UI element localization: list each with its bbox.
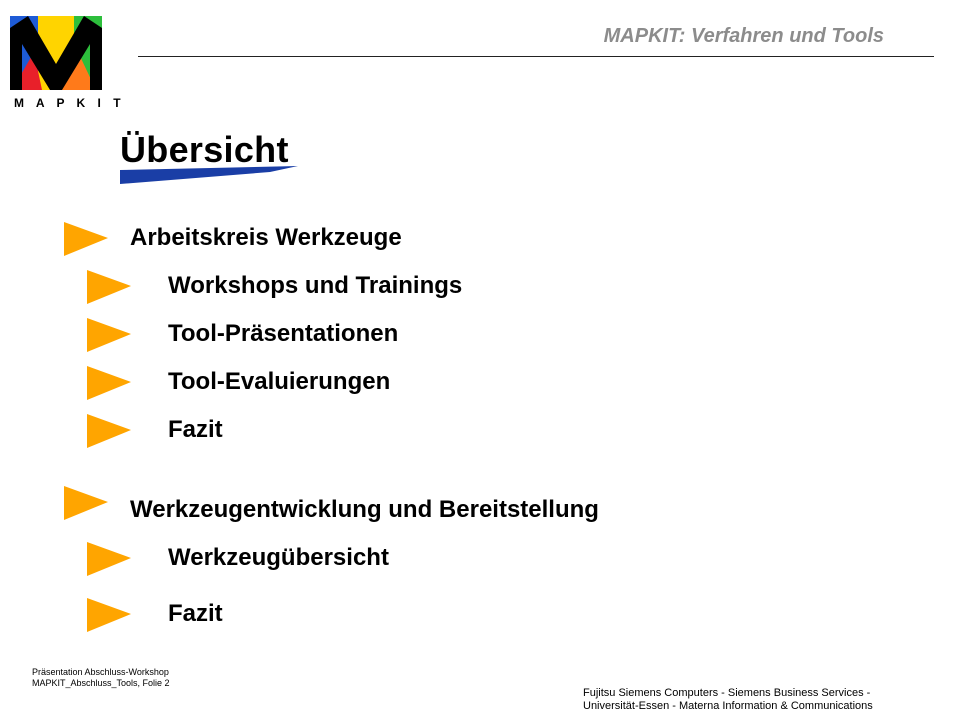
bullet-arrow-icon [64, 222, 108, 258]
header-title: MAPKIT: Verfahren und Tools [603, 25, 884, 47]
footer-partners-line1: Fujitsu Siemens Computers - Siemens Business Services - [583, 687, 871, 699]
bullet-arrow-icon [87, 414, 131, 450]
footer-file-name: MAPKIT_Abschluss_Tools, Folie 2 [32, 678, 170, 688]
bullet-arrow-icon [87, 318, 131, 354]
slide-title: Übersicht [120, 129, 289, 170]
mapkit-logo [10, 16, 102, 90]
bullet-arrow-icon [87, 542, 131, 578]
list-item-level2: Fazit [168, 600, 223, 627]
list-item-level1: Werkzeugentwicklung und Bereitstellung [130, 496, 599, 523]
footer-left [32, 667, 170, 689]
footer-partners-line2: Universität-Essen - Materna Information & Communications [583, 700, 873, 712]
list-item-level2: Tool-Präsentationen [168, 320, 399, 347]
title-underline-swoosh [120, 166, 300, 186]
list-item-level2: Werkzeugübersicht [168, 544, 389, 571]
list-item-level2: Fazit [168, 416, 223, 443]
footer-presentation-name: Präsentation Abschluss-Workshop [32, 667, 169, 677]
bullet-arrow-icon [87, 366, 131, 402]
mapkit-logo-graphic [10, 16, 102, 90]
bullet-arrow-icon [64, 486, 108, 522]
logo-text: M A P K I T [14, 96, 126, 110]
list-item-level2: Tool-Evaluierungen [168, 368, 391, 395]
list-item-level2: Workshops und Trainings [168, 272, 463, 299]
bullet-arrow-icon [87, 270, 131, 306]
bullet-arrow-icon [87, 598, 131, 634]
list-item-level1: Arbeitskreis Werkzeuge [130, 224, 402, 251]
header-divider [138, 56, 934, 57]
footer-right [583, 687, 873, 713]
